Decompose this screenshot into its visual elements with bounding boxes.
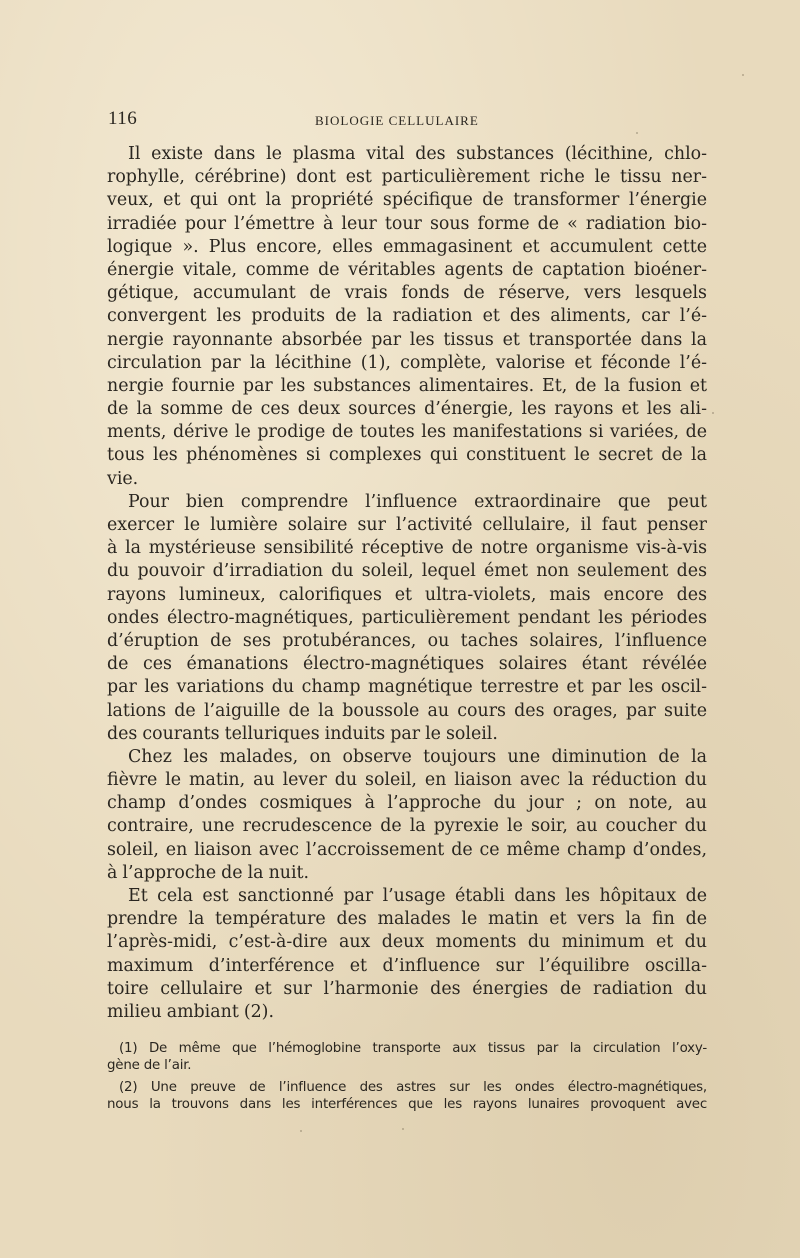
text-line: du pouvoir d’irradiation du soleil, lequel émet non seulement des: [107, 561, 707, 582]
text-line: rophylle, cérébrine) dont est particulièrement riche le tissu ner-: [107, 167, 707, 188]
text-line: ments, dérive le prodige de toutes les manifestations si variées, de: [107, 422, 707, 443]
text-line: à l’approche de la nuit.: [107, 862, 310, 883]
text-line: toire cellulaire et sur l’harmonie des énergies de radiation du: [107, 978, 707, 999]
paragraph-2: [107, 491, 707, 746]
footnote-line: gène de l’air.: [107, 1058, 192, 1073]
text-line: à la mystérieuse sensibilité réceptive de notre organisme vis-à-vis: [107, 538, 707, 559]
text-line: vie.: [107, 468, 139, 489]
text-line: exercer le lumière solaire sur l’activité cellulaire, il faut penser: [107, 515, 707, 535]
text-line: ondes électro-magnétiques, particulièrement pendant les périodes: [107, 607, 707, 628]
text-line: nergie fournie par les substances alimentaires. Et, de la fusion et: [107, 375, 707, 396]
text-line: de la somme de ces deux sources d’énergie, les rayons et les ali-: [107, 399, 707, 420]
running-title: BIOLOGIE CELLULAIRE: [315, 113, 479, 128]
paper-speck: [712, 412, 714, 414]
running-head: [108, 108, 708, 132]
text-line: lations de l’aiguille de la boussole au cours des orages, par suite: [107, 700, 707, 721]
text-line: soleil, en liaison avec l’accroissement de ce même champ d’ondes,: [107, 839, 707, 860]
paragraph-4: [107, 885, 707, 1024]
text-line: de ces émanations électro-magnétiques solaires étant révélée: [107, 654, 707, 675]
text-line: tous les phénomènes si complexes qui constituent le secret de la: [107, 445, 707, 466]
text-line: d’éruption de ses protubérances, ou taches solaires, l’influence: [107, 630, 707, 651]
text-line: contraire, une recrudescence de la pyrexie le soir, au coucher du: [107, 816, 707, 837]
paper-speck: [742, 74, 744, 76]
paper-speck: [300, 1130, 302, 1132]
text-line: nergie rayonnante absorbée par les tissus et transportée dans la: [107, 329, 707, 350]
body-text: [107, 143, 707, 1024]
text-line: champ d’ondes cosmiques à l’approche du jour ; on note, au: [107, 793, 707, 814]
text-line: rayons lumineux, calorifiques et ultra-violets, mais encore des: [107, 584, 707, 605]
text-line: par les variations du champ magnétique terrestre et par les oscil-: [107, 677, 707, 698]
paragraph-1: [107, 143, 707, 491]
text-line: convergent les produits de la radiation et des aliments, car l’é-: [107, 306, 707, 327]
footnotes: [107, 1040, 707, 1118]
footnote-line: (2) Une preuve de l’influence des astres sur les ondes électro-magnétiques,: [119, 1080, 707, 1095]
text-line: maximum d’interférence et d’influence sur l’équilibre oscilla-: [107, 955, 707, 976]
paragraph-3: [107, 746, 707, 885]
footnote-line: (1) De même que l’hémoglobine transporte aux tissus par la circulation l’oxy-: [119, 1041, 707, 1056]
page-number: 116: [108, 108, 138, 129]
text-line: Il existe dans le plasma vital des substances (lécithine, chlo-: [128, 144, 707, 164]
text-line: milieu ambiant (2).: [107, 1001, 274, 1022]
text-line: des courants telluriques induits par le soleil.: [107, 723, 498, 744]
paper-speck: [636, 132, 638, 134]
text-line: gétique, accumulant de vrais fonds de réserve, vers lesquels: [107, 283, 707, 304]
text-line: énergie vitale, comme de véritables agents de captation bioéner-: [107, 259, 707, 280]
text-line: Chez les malades, on observe toujours une diminution de la: [128, 746, 707, 767]
footnote-line: nous la trouvons dans les interférences que les rayons lunaires provoquent avec: [107, 1097, 707, 1112]
text-line: fièvre le matin, au lever du soleil, en liaison avec la réduction du: [107, 770, 707, 791]
paper-speck: [402, 1128, 404, 1130]
text-line: irradiée pour l’émettre à leur tour sous forme de « radiation bio-: [107, 213, 707, 234]
text-line: prendre la température des malades le matin et vers la fin de: [107, 909, 707, 930]
text-line: logique ». Plus encore, elles emmagasinent et accumulent cette: [107, 236, 707, 257]
text-line: circulation par la lécithine (1), complète, valorise et féconde l’é-: [107, 352, 707, 373]
text-line: veux, et qui ont la propriété spécifique de transformer l’énergie: [107, 190, 707, 211]
text-line: Et cela est sanctionné par l’usage établi dans les hôpitaux de: [128, 886, 707, 906]
footnote-1: [107, 1040, 707, 1074]
text-line: Pour bien comprendre l’influence extraordinaire que peut: [128, 491, 707, 512]
text-line: l’après-midi, c’est-à-dire aux deux moments du minimum et du: [107, 932, 707, 953]
footnote-2: [107, 1079, 707, 1113]
